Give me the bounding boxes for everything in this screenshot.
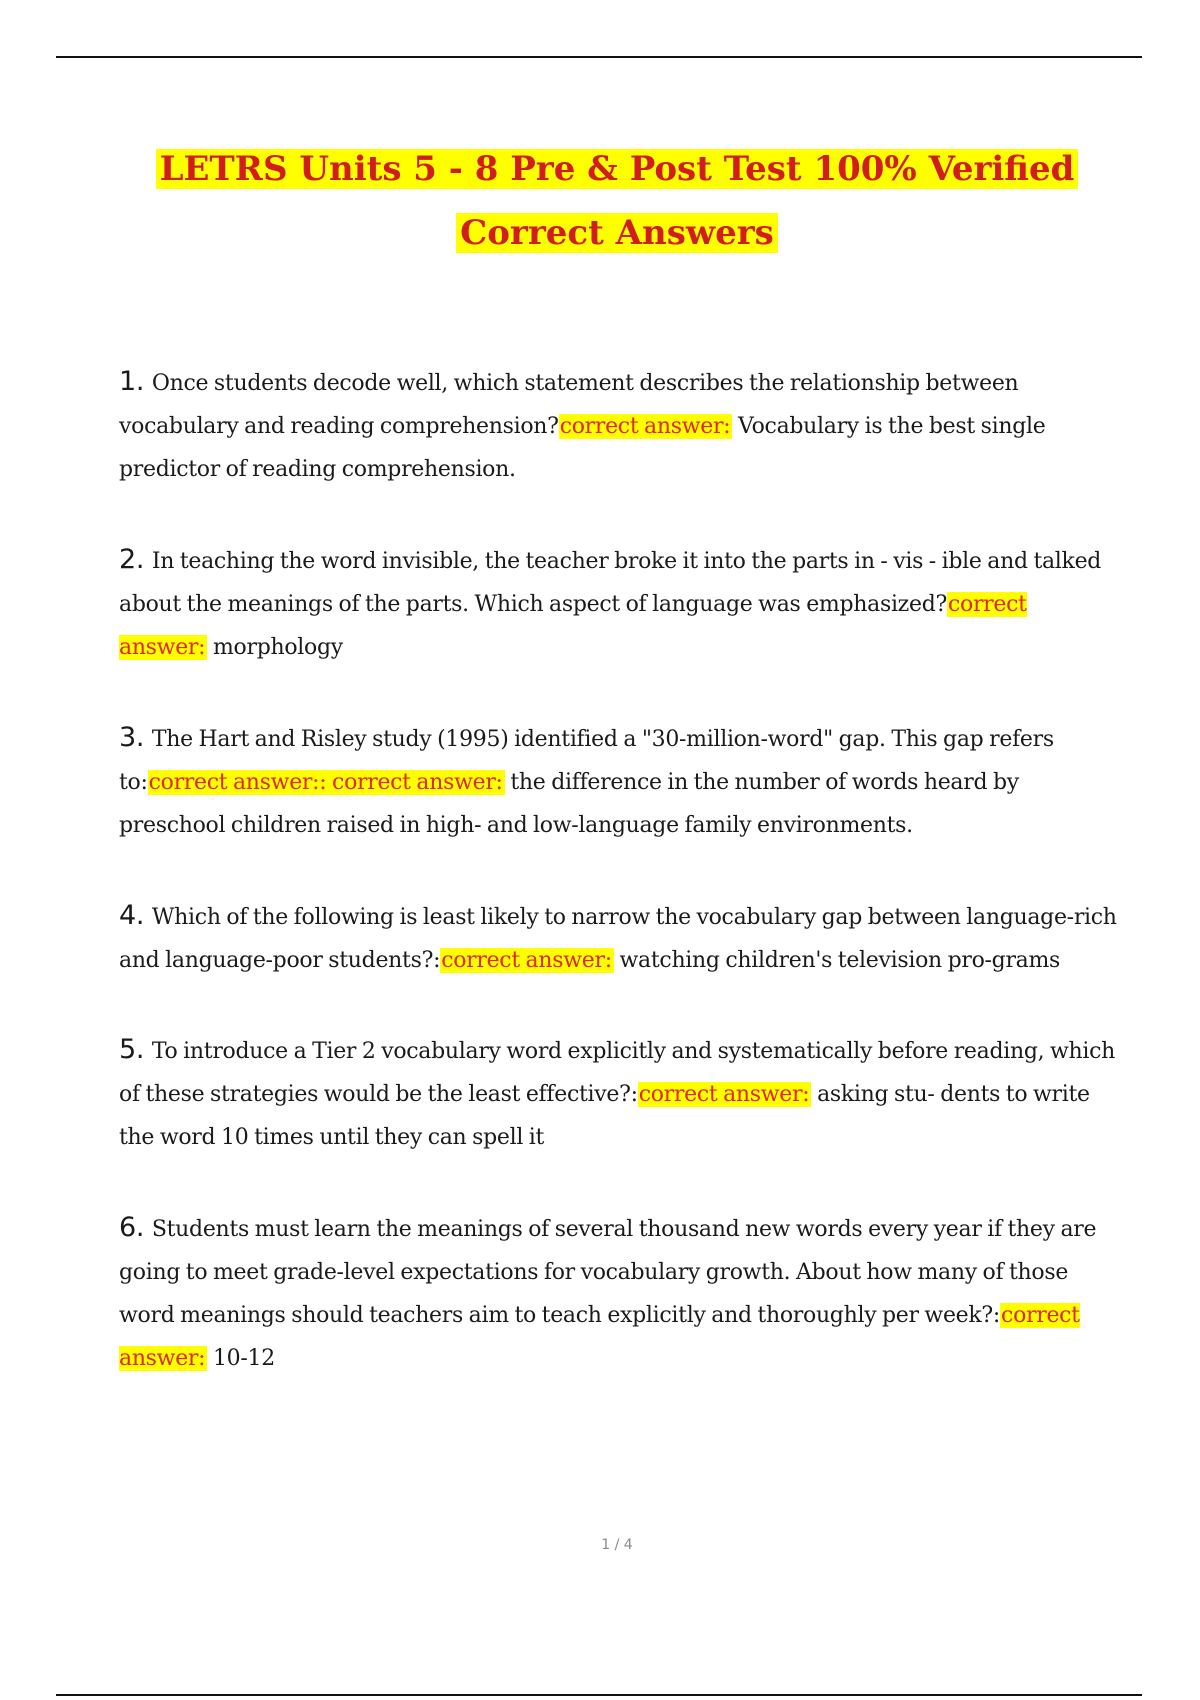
answer-label: correct answer: <box>638 1082 810 1107</box>
answer-text: the difference in the number of words heard by preschool children raised in high- and low-language family environments. <box>119 770 1019 838</box>
question-number: 1. <box>119 366 145 397</box>
answer-label: correct answer: <box>119 592 1027 660</box>
answer-label: correct answer: <box>119 1303 1080 1371</box>
question-number: 5. <box>119 1034 145 1065</box>
answer-label: correct answer: <box>559 414 731 439</box>
answer-text: asking stu- dents to write the word 10 times until they can spell it <box>119 1082 1090 1150</box>
answer-text: 10-12 <box>212 1346 275 1371</box>
question-number: 3. <box>119 722 145 753</box>
question-item-6 <box>119 1206 1119 1380</box>
top-rule <box>56 56 1142 58</box>
answer-label: correct answer:: correct answer: <box>148 770 503 795</box>
answer-text: Vocabulary is the best single predictor of reading comprehension. <box>119 414 1046 482</box>
answer-text: watching children's television pro-grams <box>619 948 1061 973</box>
question-item-5 <box>119 1028 1119 1159</box>
answer-text: morphology <box>212 635 343 660</box>
title-line-2: Correct Answers <box>456 213 778 253</box>
question-item-2 <box>119 538 1119 669</box>
question-item-3 <box>119 716 1119 847</box>
question-number: 2. <box>119 544 145 575</box>
question-text: Which of the following is least likely to narrow the vocabulary gap between language-rich and language-poor students?: <box>119 905 1117 973</box>
question-item-1 <box>119 360 1119 491</box>
question-number: 6. <box>119 1212 145 1243</box>
question-item-4 <box>119 894 1119 982</box>
question-text: Once students decode well, which statement describes the relationship between vocabulary and reading comprehension? <box>119 371 1019 439</box>
question-text: To introduce a Tier 2 vocabulary word explicitly and systematically before reading, which of these strategies would be the least effective?: <box>119 1039 1116 1107</box>
question-number: 4. <box>119 900 145 931</box>
document-title <box>60 137 1174 265</box>
page-number: 1 / 4 <box>601 1537 633 1553</box>
answer-label: correct answer: <box>441 948 612 973</box>
question-text: The Hart and Risley study (1995) identified a "30-million-word" gap. This gap refers to: <box>119 727 1054 795</box>
question-text: Students must learn the meanings of several thousand new words every year if they are going to meet grade-level expectations for vocabulary growth. About how many of those word meanings should teachers aim to teach explicitly and thoroughly per week?: <box>119 1217 1097 1328</box>
title-line-1: LETRS Units 5 - 8 Pre & Post Test 100% Verified <box>156 149 1079 189</box>
question-text: In teaching the word invisible, the teacher broke it into the parts in - vis - ible and talked about the meanings of the parts. Which aspect of language was emphasized? <box>119 549 1102 617</box>
bottom-rule <box>56 1694 1142 1696</box>
